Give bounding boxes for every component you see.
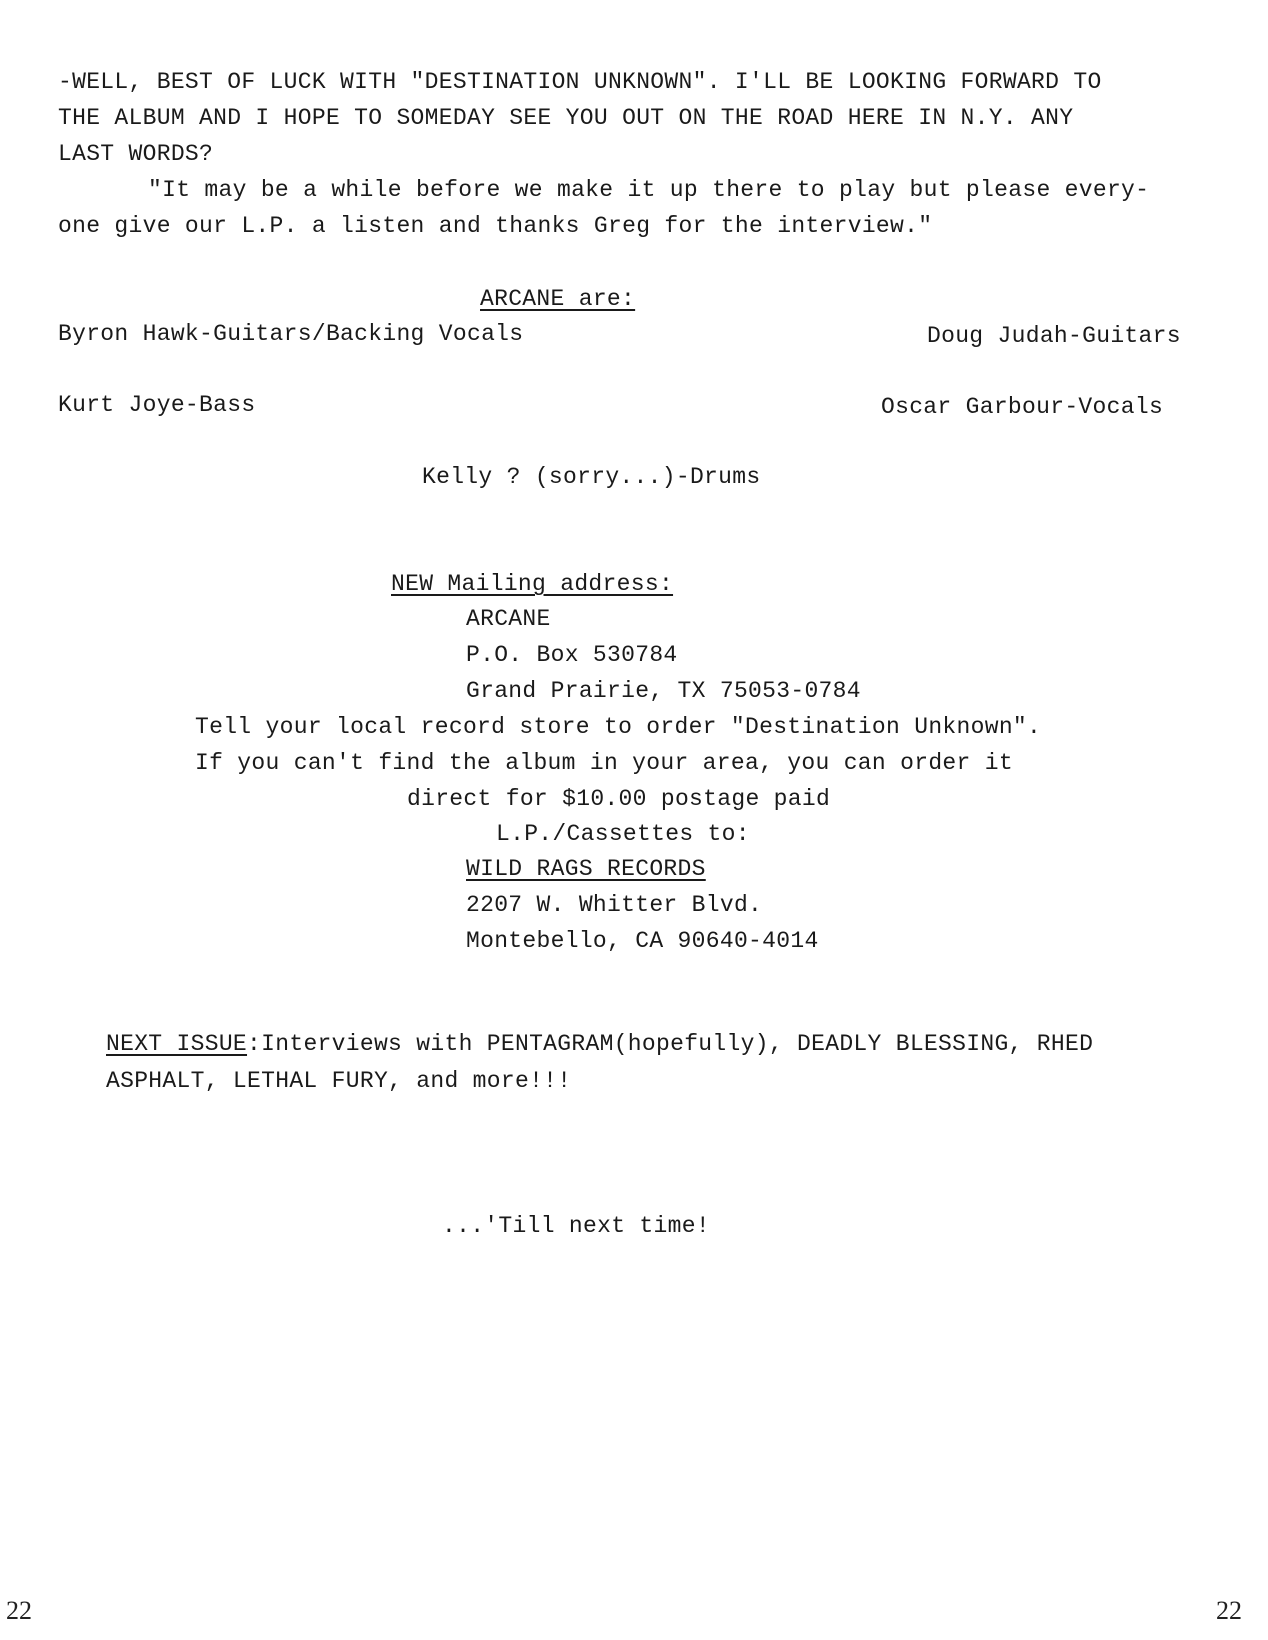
member-doug: Doug Judah-Guitars [927,323,1181,349]
label-address-city: Montebello, CA 90640-4014 [466,928,819,954]
label-address-street: 2207 W. Whitter Blvd. [466,892,763,918]
page-number-right: 22 [1216,1596,1242,1625]
closing-line: ...'Till next time! [442,1213,710,1239]
mailing-heading: NEW Mailing address: [391,571,674,597]
next-issue-text-1: :Interviews with PENTAGRAM(hopefully), DEADLY BLESSING, RHED [247,1031,1094,1057]
label-name: WILD RAGS RECORDS [466,856,706,882]
answer-line-1: "It may be a while before we make it up there to play but please every- [148,177,1150,203]
address-line-name: ARCANE [466,606,551,632]
address-line-pobox: P.O. Box 530784 [466,642,678,668]
page-number-left: 22 [6,1596,32,1625]
member-byron: Byron Hawk-Guitars/Backing Vocals [58,321,524,347]
answer-line-2: one give our L.P. a listen and thanks Greg for the interview." [58,213,933,239]
next-issue-label: NEXT ISSUE [106,1031,248,1057]
question-line-3: LAST WORDS? [58,141,214,167]
address-line-city: Grand Prairie, TX 75053-0784 [466,678,861,704]
member-oscar: Oscar Garbour-Vocals [881,394,1164,420]
question-line-2: THE ALBUM AND I HOPE TO SOMEDAY SEE YOU OUT ON THE ROAD HERE IN N.Y. ANY [58,105,1074,131]
order-line-1: Tell your local record store to order "Destination Unknown". [195,714,1042,740]
next-issue-line-2: ASPHALT, LETHAL FURY, and more!!! [106,1068,572,1094]
question-line-1: -WELL, BEST OF LUCK WITH "DESTINATION UNKNOWN". I'LL BE LOOKING FORWARD TO [58,69,1102,95]
next-issue-line-1 [106,1030,1093,1058]
member-kelly: Kelly ? (sorry...)-Drums [422,464,761,490]
order-line-4: L.P./Cassettes to: [496,821,750,847]
order-line-2: If you can't find the album in your area, you can order it [195,750,1013,776]
member-kurt: Kurt Joye-Bass [58,392,256,418]
order-line-3: direct for $10.00 postage paid [407,786,831,812]
lineup-heading: ARCANE are: [480,286,636,312]
